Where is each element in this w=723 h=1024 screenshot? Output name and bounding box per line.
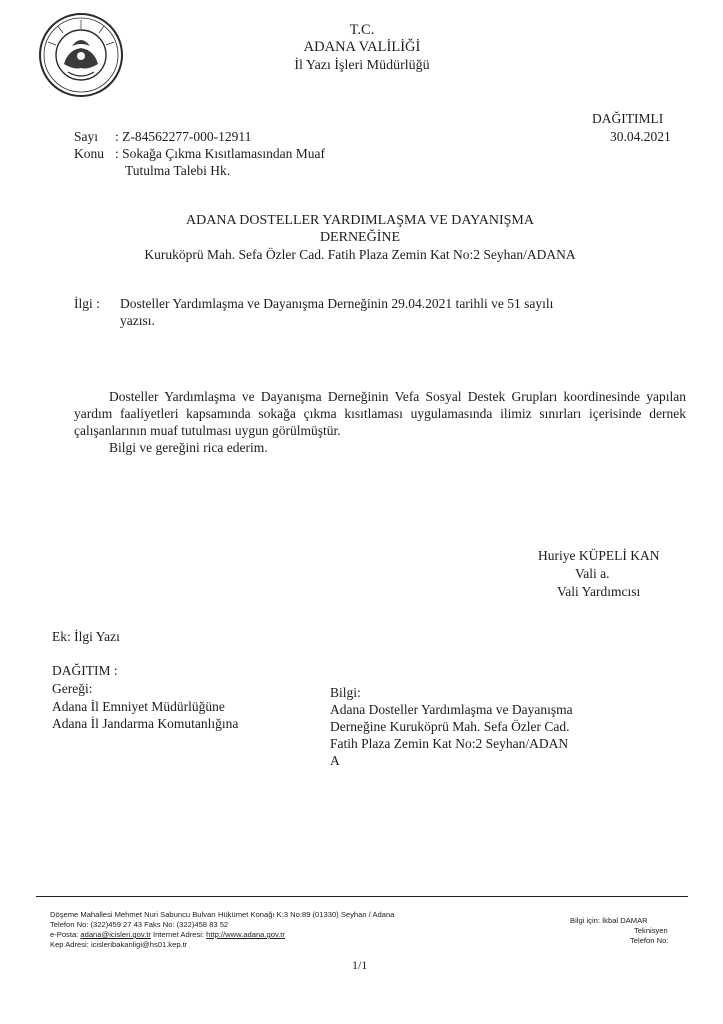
- signature-line-3: Vali Yardımcısı: [557, 584, 641, 599]
- signature-line-2: Vali a.: [575, 566, 610, 581]
- footer-email-prefix: e-Posta:: [50, 930, 81, 939]
- header-line-1: T.C.: [349, 22, 375, 38]
- sayi-value: : Z-84562277-000-12911: [115, 129, 252, 144]
- recipient-line-3: Kuruköprü Mah. Sefa Özler Cad. Fatih Plaza Zemin Kat No:2 Seyhan/ADANA: [144, 247, 576, 262]
- ilgi-label: İlgi :: [74, 296, 100, 311]
- footer-address: Döşeme Mahallesi Mehmet Nuri Sabuncu Bulvarı Hükümet Konağı K:3 No:89 (01330) Seyhan / Adana: [50, 910, 395, 919]
- signature-name: Huriye KÜPELİ KAN: [538, 548, 660, 563]
- attachment-note: Ek: İlgi Yazı: [52, 629, 120, 644]
- footer-email-link[interactable]: adana@icisleri.gov.tr: [80, 930, 151, 939]
- letter-body: [74, 388, 686, 456]
- footer-info-phone: Telefon No:: [630, 936, 669, 945]
- ministry-seal: [38, 12, 124, 98]
- bilgi-line-2: Derneğine Kuruköprü Mah. Sefa Özler Cad.: [330, 719, 570, 734]
- konu-value-line-2: Tutulma Talebi Hk.: [125, 163, 231, 178]
- bilgi-label: Bilgi:: [330, 685, 361, 700]
- document-date: 30.04.2021: [610, 129, 671, 144]
- footer-web-prefix: Internet Adresi:: [150, 930, 207, 939]
- ilgi-line-1: Dosteller Yardımlaşma ve Dayanışma Derneğinin 29.04.2021 tarihli ve 51 sayılı: [120, 296, 554, 311]
- bilgi-line-1: Adana Dosteller Yardımlaşma ve Dayanışma: [330, 702, 573, 717]
- footer-info-contact: Bilgi için: İkbal DAMAR: [570, 916, 648, 925]
- ministry-seal-icon: [38, 12, 124, 98]
- gerei-item-1: Adana İl Emniyet Müdürlüğüne: [52, 699, 225, 714]
- footer-web-link[interactable]: http://www.adana.gov.tr: [206, 930, 285, 939]
- ilgi-line-2: yazısı.: [120, 313, 155, 328]
- footer-phone: Telefon No: (322)459 27 43 Faks No: (322)458 83 52: [50, 920, 229, 929]
- header-line-3: İl Yazı İşleri Müdürlüğü: [294, 58, 430, 73]
- page-number: 1/1: [352, 958, 368, 972]
- recipient-line-2: DERNEĞİNE: [319, 230, 401, 245]
- body-paragraph-1: Dosteller Yardımlaşma ve Dayanışma Derneğinin Vefa Sosyal Destek Grupları koordinesinde yapılan yardım faaliyetleri kapsamında sokağa çıkma kısıtlaması uygulamasında ilimiz sınırları içerisinde dernek çalışanlarının muaf tutulması uygun görülmüştür.: [74, 389, 686, 438]
- konu-value-line-1: : Sokağa Çıkma Kısıtlamasından Muaf: [115, 146, 325, 161]
- gerei-label: Gereği:: [52, 681, 93, 696]
- konu-label: Konu: [74, 146, 104, 161]
- header-line-2: ADANA VALİLİĞİ: [303, 39, 421, 55]
- distribution-note: DAĞITIMLI: [592, 111, 664, 126]
- bilgi-line-3: Fatih Plaza Zemin Kat No:2 Seyhan/ADAN: [330, 736, 569, 751]
- distribution-title: DAĞITIM :: [52, 663, 118, 678]
- footer-kep: Kep Adresi: icisleribakanligi@hs01.kep.tr: [50, 940, 188, 949]
- gerei-item-2: Adana İl Jandarma Komutanlığına: [52, 716, 239, 731]
- footer-contact-line: [50, 930, 285, 940]
- body-paragraph-2: Bilgi ve gereğini rica ederim.: [109, 440, 268, 455]
- bilgi-line-4: A: [330, 753, 340, 768]
- sayi-label: Sayı: [74, 129, 99, 144]
- footer-divider: [36, 896, 688, 897]
- recipient-line-1: ADANA DOSTELLER YARDIMLAŞMA VE DAYANIŞMA: [186, 213, 534, 228]
- footer-info-title: Teknisyen: [634, 926, 668, 935]
